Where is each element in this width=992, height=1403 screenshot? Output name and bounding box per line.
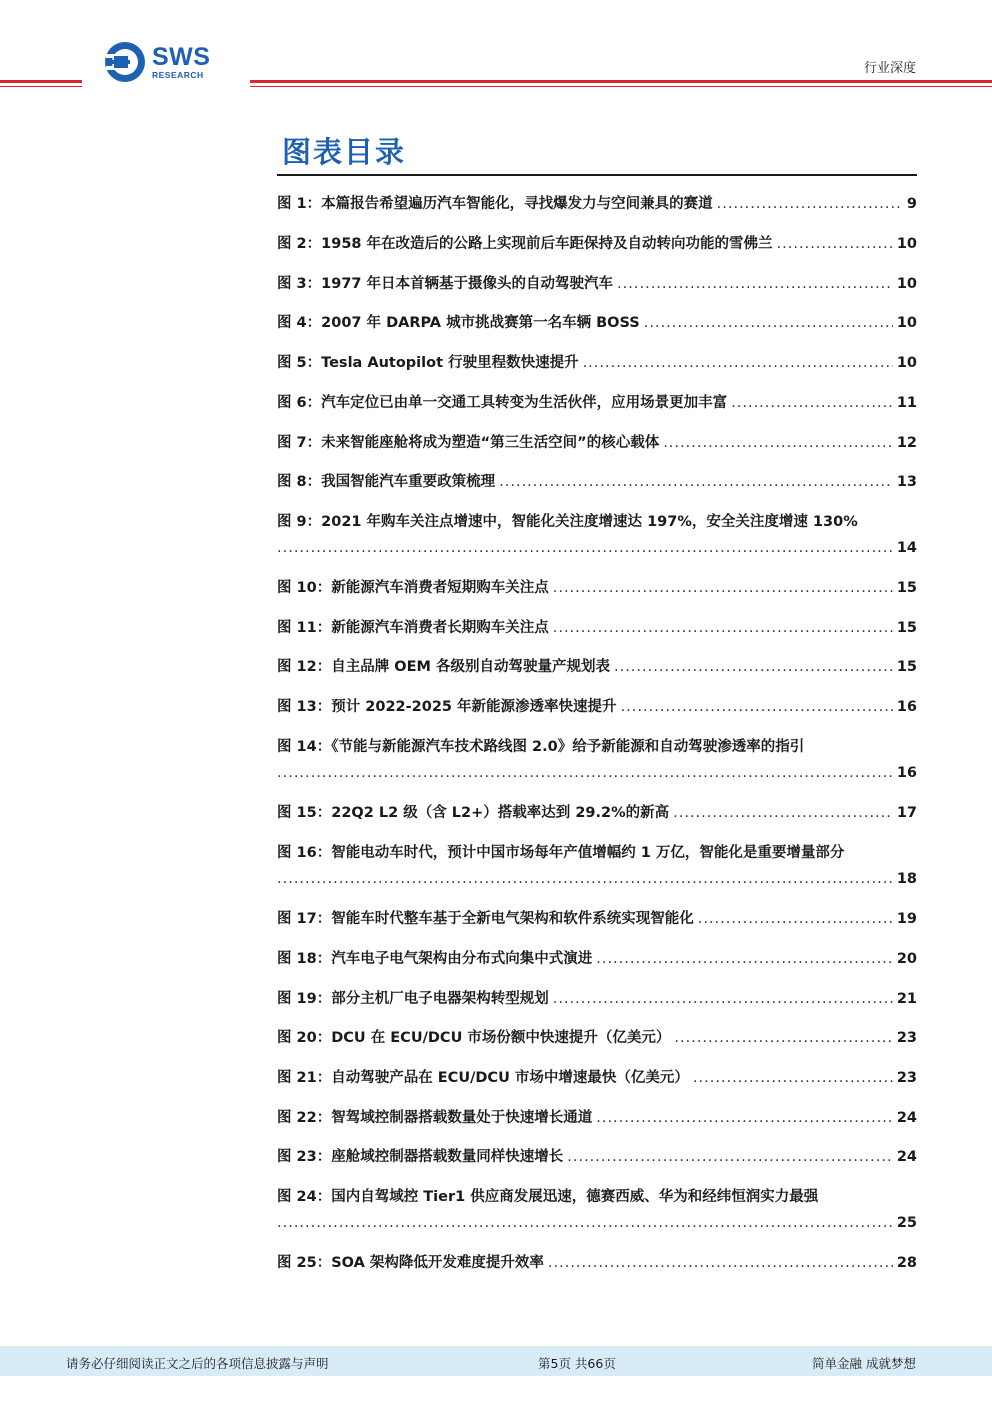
toc-entry-7[interactable] xyxy=(277,433,917,453)
toc-entry-label: 图 18：汽车电子电气架构由分布式向集中式演进 xyxy=(277,951,593,967)
header-rule-right xyxy=(250,80,992,83)
toc-entry-page: 14 xyxy=(896,540,917,556)
toc-leader-dots xyxy=(553,578,893,598)
toc-entry-2[interactable] xyxy=(277,234,917,254)
toc-entry-label: 图 8：我国智能汽车重要政策梳理 xyxy=(277,474,496,490)
toc-entry-label: 图 3：1977 年日本首辆基于摄像头的自动驾驶汽车 xyxy=(277,276,614,292)
toc-entry-page: 10 xyxy=(896,355,917,371)
toc-entry-page: 15 xyxy=(896,659,917,675)
toc-entry-label: 图 15：22Q2 L2 级（含 L2+）搭载率达到 29.2%的新高 xyxy=(277,805,670,821)
toc-entry-page: 16 xyxy=(896,699,917,715)
logo-wordmark: SWS xyxy=(152,42,211,71)
footer-disclaimer: 请务必仔细阅读正文之后的各项信息披露与声明 xyxy=(66,1356,329,1371)
toc-entry-label: 图 7：未来智能座舱将成为塑造“第三生活空间”的核心载体 xyxy=(277,435,660,451)
toc-entry-25[interactable] xyxy=(277,1253,917,1273)
toc-entry-label: 图 21：自动驾驶产品在 ECU/DCU 市场中增速最快（亿美元） xyxy=(277,1070,689,1086)
toc-entry-17[interactable] xyxy=(277,909,917,929)
toc-entry-4[interactable] xyxy=(277,313,917,333)
footer-slogan: 简单金融 成就梦想 xyxy=(812,1356,916,1371)
toc-entry-label: 图 24：国内自驾域控 Tier1 供应商发展迅速，德赛西威、华为和经纬恒润实力最强 xyxy=(277,1189,819,1205)
toc-leader-dots xyxy=(553,989,893,1009)
toc-entry-23[interactable] xyxy=(277,1147,917,1167)
toc-entry-label: 图 1：本篇报告希望遍历汽车智能化，寻找爆发力与空间兼具的赛道 xyxy=(277,196,713,212)
toc-entry-page: 21 xyxy=(896,991,917,1007)
toc-entry-page: 10 xyxy=(896,315,917,331)
toc-leader-dots xyxy=(717,194,903,214)
toc-entry-16[interactable] xyxy=(277,843,917,889)
sws-logo-icon xyxy=(104,41,146,83)
toc-leader-dots xyxy=(693,1068,893,1088)
toc-entry-page: 12 xyxy=(896,435,917,451)
toc-leader-dots xyxy=(731,393,893,413)
toc-leader-dots xyxy=(777,234,893,254)
toc-leader-dots xyxy=(548,1253,893,1273)
toc-entry-label: 图 13：预计 2022-2025 年新能源渗透率快速提升 xyxy=(277,699,617,715)
toc-leader-dots xyxy=(617,274,893,294)
toc-entry-label: 图 22：智驾域控制器搭载数量处于快速增长通道 xyxy=(277,1110,593,1126)
toc-entry-5[interactable] xyxy=(277,353,917,373)
toc-entry-21[interactable] xyxy=(277,1068,917,1088)
toc-leader-dots xyxy=(596,1108,893,1128)
toc-entry-page: 19 xyxy=(896,911,917,927)
footer-page-number: 第5页 共66页 xyxy=(538,1356,616,1371)
toc-entry-15[interactable] xyxy=(277,803,917,823)
toc-entry-page: 17 xyxy=(896,805,917,821)
toc-entry-6[interactable] xyxy=(277,393,917,413)
toc-entry-label: 图 10：新能源汽车消费者短期购车关注点 xyxy=(277,580,549,596)
toc-leader-dots xyxy=(621,697,893,717)
toc-entry-page: 25 xyxy=(896,1215,917,1231)
page-footer xyxy=(0,1346,992,1376)
toc-entry-page: 20 xyxy=(896,951,917,967)
toc-entry-label: 图 19：部分主机厂电子电器架构转型规划 xyxy=(277,991,549,1007)
toc-entry-13[interactable] xyxy=(277,697,917,717)
toc-leader-dots xyxy=(674,1028,892,1048)
toc-entry-page: 13 xyxy=(896,474,917,490)
toc-entry-20[interactable] xyxy=(277,1028,917,1048)
toc-entry-8[interactable] xyxy=(277,472,917,492)
toc-entry-page: 23 xyxy=(896,1030,917,1046)
toc-entry-label: 图 16：智能电动车时代，预计中国市场每年产值增幅约 1 万亿，智能化是重要增量部分 xyxy=(277,845,845,861)
toc-entry-page: 23 xyxy=(896,1070,917,1086)
toc-entry-1[interactable] xyxy=(277,194,917,214)
toc-entry-11[interactable] xyxy=(277,618,917,638)
toc-leader-dots xyxy=(277,1213,893,1233)
toc-entry-page: 15 xyxy=(896,580,917,596)
toc-leader-dots xyxy=(567,1147,893,1167)
toc-entry-page: 15 xyxy=(896,620,917,636)
toc-entry-14[interactable] xyxy=(277,737,917,783)
toc-entry-page: 9 xyxy=(906,196,917,212)
toc-leader-dots xyxy=(663,433,893,453)
toc-entry-9[interactable] xyxy=(277,512,917,558)
toc-leader-dots xyxy=(277,869,893,889)
toc-entry-3[interactable] xyxy=(277,274,917,294)
toc-entry-page: 10 xyxy=(896,276,917,292)
header-rule-right-thin xyxy=(250,86,992,87)
toc-entry-18[interactable] xyxy=(277,949,917,969)
toc-leader-dots xyxy=(698,909,893,929)
toc-entry-label: 图 11：新能源汽车消费者长期购车关注点 xyxy=(277,620,549,636)
toc-leader-dots xyxy=(277,763,893,783)
header-rule-left-thin xyxy=(0,86,82,87)
toc-leader-dots xyxy=(673,803,893,823)
toc-title-rule xyxy=(277,174,917,176)
toc-leader-dots xyxy=(596,949,893,969)
toc-entry-label: 图 20：DCU 在 ECU/DCU 市场份额中快速提升（亿美元） xyxy=(277,1030,671,1046)
toc-leader-dots xyxy=(499,472,893,492)
toc-entry-page: 11 xyxy=(896,395,917,411)
toc-leader-dots xyxy=(583,353,893,373)
toc-entry-label: 图 5：Tesla Autopilot 行驶里程数快速提升 xyxy=(277,355,579,371)
logo-subtitle: RESEARCH xyxy=(152,69,204,80)
toc-entry-page: 24 xyxy=(896,1110,917,1126)
toc-entry-label: 图 25：SOA 架构降低开发难度提升效率 xyxy=(277,1255,544,1271)
toc-entry-label: 图 12：自主品牌 OEM 各级别自动驾驶量产规划表 xyxy=(277,659,610,675)
toc-entry-page: 24 xyxy=(896,1149,917,1165)
toc-entry-label: 图 14：《节能与新能源汽车技术路线图 2.0》给予新能源和自动驾驶渗透率的指引 xyxy=(277,739,805,755)
toc-entry-label: 图 17：智能车时代整车基于全新电气架构和软件系统实现智能化 xyxy=(277,911,694,927)
toc-leader-dots xyxy=(644,313,893,333)
toc-entry-label: 图 4：2007 年 DARPA 城市挑战赛第一名车辆 BOSS xyxy=(277,315,640,331)
toc-title: 图表目录 xyxy=(282,135,407,169)
toc-entry-12[interactable] xyxy=(277,657,917,677)
toc-leader-dots xyxy=(614,657,893,677)
header-rule-left xyxy=(0,80,82,83)
sws-logo xyxy=(104,42,210,82)
toc-entry-10[interactable] xyxy=(277,578,917,598)
toc-entry-24[interactable] xyxy=(277,1187,917,1233)
toc-entry-19[interactable] xyxy=(277,989,917,1009)
toc-entry-page: 16 xyxy=(896,765,917,781)
toc-entry-label: 图 6：汽车定位已由单一交通工具转变为生活伙伴，应用场景更加丰富 xyxy=(277,395,728,411)
toc-entry-label: 图 2：1958 年在改造后的公路上实现前后车距保持及自动转向功能的雪佛兰 xyxy=(277,236,773,252)
toc-leader-dots xyxy=(277,538,893,558)
toc-entry-page: 28 xyxy=(896,1255,917,1271)
toc-entry-page: 10 xyxy=(896,236,917,252)
toc-entry-22[interactable] xyxy=(277,1108,917,1128)
toc-entry-label: 图 9：2021 年购车关注点增速中，智能化关注度增速达 197%，安全关注度增速 130% xyxy=(277,514,858,530)
report-type-label: 行业深度 xyxy=(863,61,916,76)
toc-entry-label: 图 23：座舱域控制器搭载数量同样快速增长 xyxy=(277,1149,564,1165)
toc-entry-page: 18 xyxy=(896,871,917,887)
page-header xyxy=(0,0,992,100)
toc-leader-dots xyxy=(553,618,893,638)
